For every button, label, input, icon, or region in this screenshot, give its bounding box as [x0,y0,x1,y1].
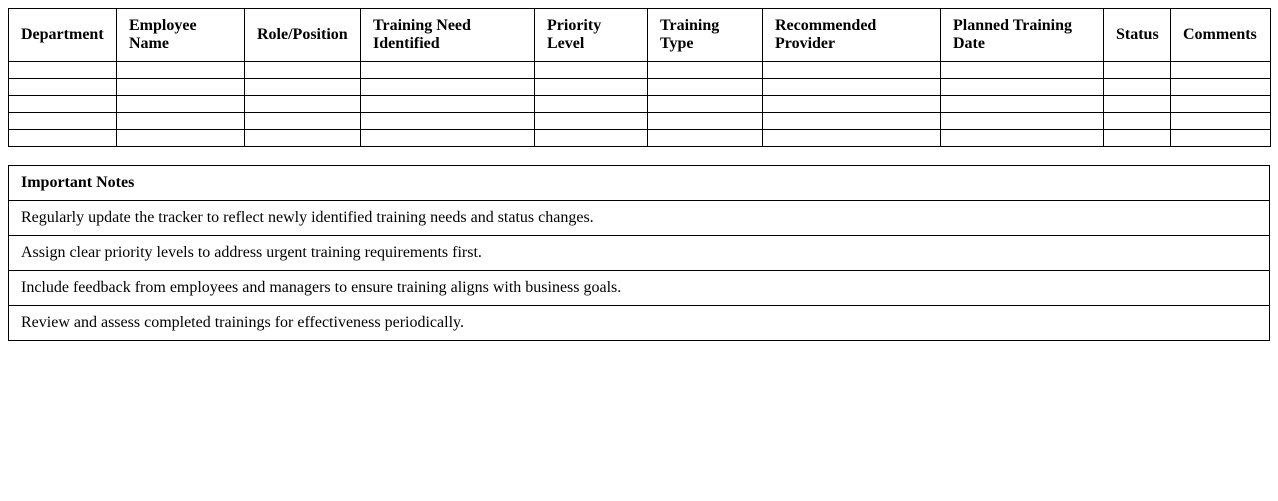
tracker-body [9,62,1271,147]
table-cell[interactable] [535,130,648,147]
note-item: Include feedback from employees and managers to ensure training aligns with business goals. [9,271,1270,306]
note-row [9,271,1270,306]
table-cell[interactable] [9,130,117,147]
table-cell[interactable] [1104,113,1171,130]
table-header-row [9,9,1271,62]
table-cell[interactable] [117,113,245,130]
table-row [9,62,1271,79]
column-header-status: Status [1104,9,1171,62]
column-header-role-position: Role/Position [245,9,361,62]
note-row [9,306,1270,341]
column-header-planned-training-date: Planned Training Date [941,9,1104,62]
table-cell[interactable] [1171,79,1271,96]
table-cell[interactable] [361,130,535,147]
table-cell[interactable] [535,79,648,96]
table-cell[interactable] [1104,130,1171,147]
column-header-recommended-provider: Recommended Provider [763,9,941,62]
table-cell[interactable] [9,96,117,113]
table-cell[interactable] [117,130,245,147]
note-row [9,236,1270,271]
table-cell[interactable] [941,79,1104,96]
table-cell[interactable] [245,62,361,79]
note-item: Assign clear priority levels to address urgent training requirements first. [9,236,1270,271]
table-cell[interactable] [361,79,535,96]
table-cell[interactable] [535,113,648,130]
table-cell[interactable] [245,113,361,130]
column-header-training-need: Training Need Identified [361,9,535,62]
notes-title: Important Notes [9,166,1270,201]
table-cell[interactable] [361,113,535,130]
table-cell[interactable] [941,62,1104,79]
table-cell[interactable] [648,79,763,96]
table-cell[interactable] [1104,79,1171,96]
table-cell[interactable] [763,113,941,130]
table-cell[interactable] [1104,62,1171,79]
important-notes-table [8,165,1270,341]
note-row [9,201,1270,236]
table-cell[interactable] [9,113,117,130]
table-cell[interactable] [535,96,648,113]
note-item: Regularly update the tracker to reflect newly identified training needs and status changes. [9,201,1270,236]
table-cell[interactable] [117,62,245,79]
table-row [9,79,1271,96]
table-cell[interactable] [361,62,535,79]
column-header-training-type: Training Type [648,9,763,62]
table-cell[interactable] [1171,130,1271,147]
column-header-employee-name: Employee Name [117,9,245,62]
table-cell[interactable] [648,113,763,130]
table-cell[interactable] [763,79,941,96]
table-cell[interactable] [9,62,117,79]
note-item: Review and assess completed trainings for effectiveness periodically. [9,306,1270,341]
training-tracker-table [8,8,1271,147]
table-cell[interactable] [648,96,763,113]
table-cell[interactable] [245,96,361,113]
table-row [9,130,1271,147]
table-cell[interactable] [245,79,361,96]
table-cell[interactable] [535,62,648,79]
table-cell[interactable] [941,96,1104,113]
column-header-priority-level: Priority Level [535,9,648,62]
table-cell[interactable] [941,130,1104,147]
table-cell[interactable] [941,113,1104,130]
table-cell[interactable] [648,130,763,147]
table-cell[interactable] [1104,96,1171,113]
table-row [9,113,1271,130]
table-cell[interactable] [1171,62,1271,79]
table-cell[interactable] [117,79,245,96]
column-header-department: Department [9,9,117,62]
table-cell[interactable] [9,79,117,96]
table-cell[interactable] [763,96,941,113]
column-header-comments: Comments [1171,9,1271,62]
table-cell[interactable] [763,130,941,147]
table-cell[interactable] [361,96,535,113]
table-cell[interactable] [245,130,361,147]
table-row [9,96,1271,113]
notes-title-row [9,166,1270,201]
table-cell[interactable] [1171,96,1271,113]
table-cell[interactable] [648,62,763,79]
table-cell[interactable] [763,62,941,79]
table-cell[interactable] [1171,113,1271,130]
table-cell[interactable] [117,96,245,113]
